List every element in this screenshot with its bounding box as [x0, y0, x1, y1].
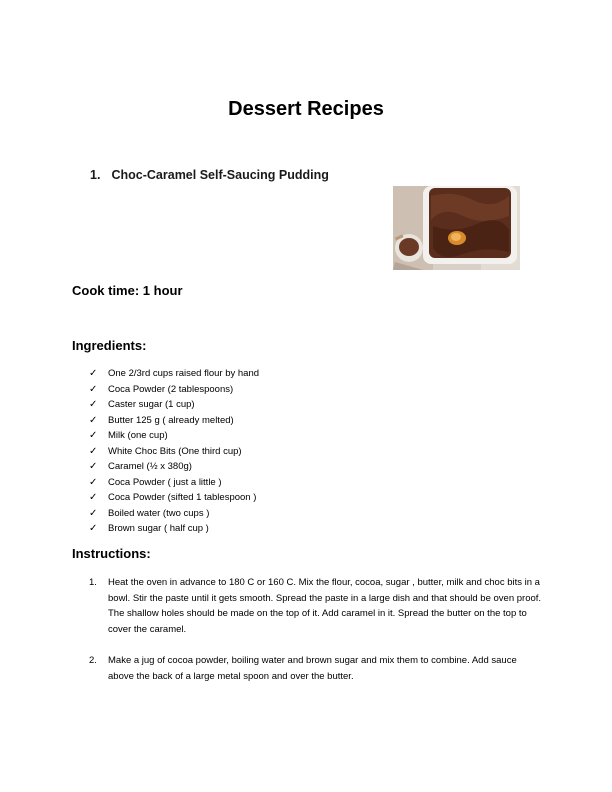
recipe-number: 1.	[90, 168, 101, 182]
ingredient-text: Butter 125 g ( already melted)	[108, 414, 234, 426]
checkmark-icon: ✓	[89, 430, 98, 441]
ingredient-text: Milk (one cup)	[108, 430, 168, 441]
instructions-list	[89, 575, 549, 700]
checkmark-icon: ✓	[89, 383, 98, 395]
checkmark-icon: ✓	[89, 461, 98, 472]
ingredient-item	[89, 366, 259, 382]
ingredient-text: One 2/3rd cups raised flour by hand	[108, 368, 260, 379]
checkmark-icon: ✓	[89, 445, 98, 457]
ingredient-item	[89, 428, 259, 444]
cook-time: Cook time: 1 hour	[72, 283, 183, 298]
ingredient-item	[89, 490, 259, 506]
pudding-photo-illustration	[393, 186, 520, 270]
checkmark-icon: ✓	[89, 523, 98, 534]
step-number: 1.	[89, 577, 97, 588]
checkmark-icon: ✓	[89, 492, 98, 503]
checkmark-icon: ✓	[89, 368, 98, 379]
pudding-photo	[393, 186, 520, 270]
checkmark-icon: ✓	[89, 414, 98, 426]
ingredients-list	[89, 366, 259, 537]
ingredient-item	[89, 382, 259, 398]
ingredient-text: Coca Powder (sifted 1 tablespoon )	[108, 492, 257, 503]
checkmark-icon: ✓	[89, 507, 98, 519]
step-number: 2.	[89, 655, 97, 666]
ingredient-text: Caramel (½ x 380g)	[108, 461, 192, 472]
step-text: Heat the oven in advance to 180 C or 160 C. Mix the flour, cocoa, sugar , butter, milk and choc bits in a bowl. Stir the paste until it gets smooth. Spread the paste in a large dish and that should be oven proof. The shallow holes should be made on the top of it. Add caramel in it. Spread the butter on the top to cover the caramel.	[108, 577, 542, 635]
ingredient-item	[89, 459, 259, 475]
recipe-name: Choc-Caramel Self-Saucing Pudding	[111, 168, 329, 182]
checkmark-icon: ✓	[89, 476, 98, 488]
ingredient-text: Coca Powder (2 tablespoons)	[108, 383, 234, 395]
ingredient-text: Boiled water (two cups )	[108, 507, 210, 519]
ingredient-text: Brown sugar ( half cup )	[108, 523, 209, 534]
ingredient-item	[89, 506, 259, 522]
ingredient-item	[89, 475, 259, 491]
instruction-step	[89, 653, 549, 684]
recipe-heading	[90, 168, 329, 182]
ingredient-item	[89, 397, 259, 413]
ingredient-text: White Choc Bits (One third cup)	[108, 445, 242, 457]
step-text: Make a jug of cocoa powder, boiling water and brown sugar and mix them to combine. Add sauce above the back of a large metal spoon and over the butter.	[108, 655, 517, 682]
instructions-heading: Instructions:	[72, 546, 151, 561]
checkmark-icon: ✓	[89, 399, 98, 410]
ingredient-item	[89, 444, 259, 460]
page-title: Dessert Recipes	[228, 98, 384, 120]
instruction-step	[89, 575, 549, 637]
ingredient-text: Coca Powder ( just a little )	[108, 476, 222, 488]
ingredient-text: Caster sugar (1 cup)	[108, 399, 195, 410]
ingredient-item	[89, 521, 259, 537]
ingredient-item	[89, 413, 259, 429]
ingredients-heading: Ingredients:	[72, 338, 147, 353]
